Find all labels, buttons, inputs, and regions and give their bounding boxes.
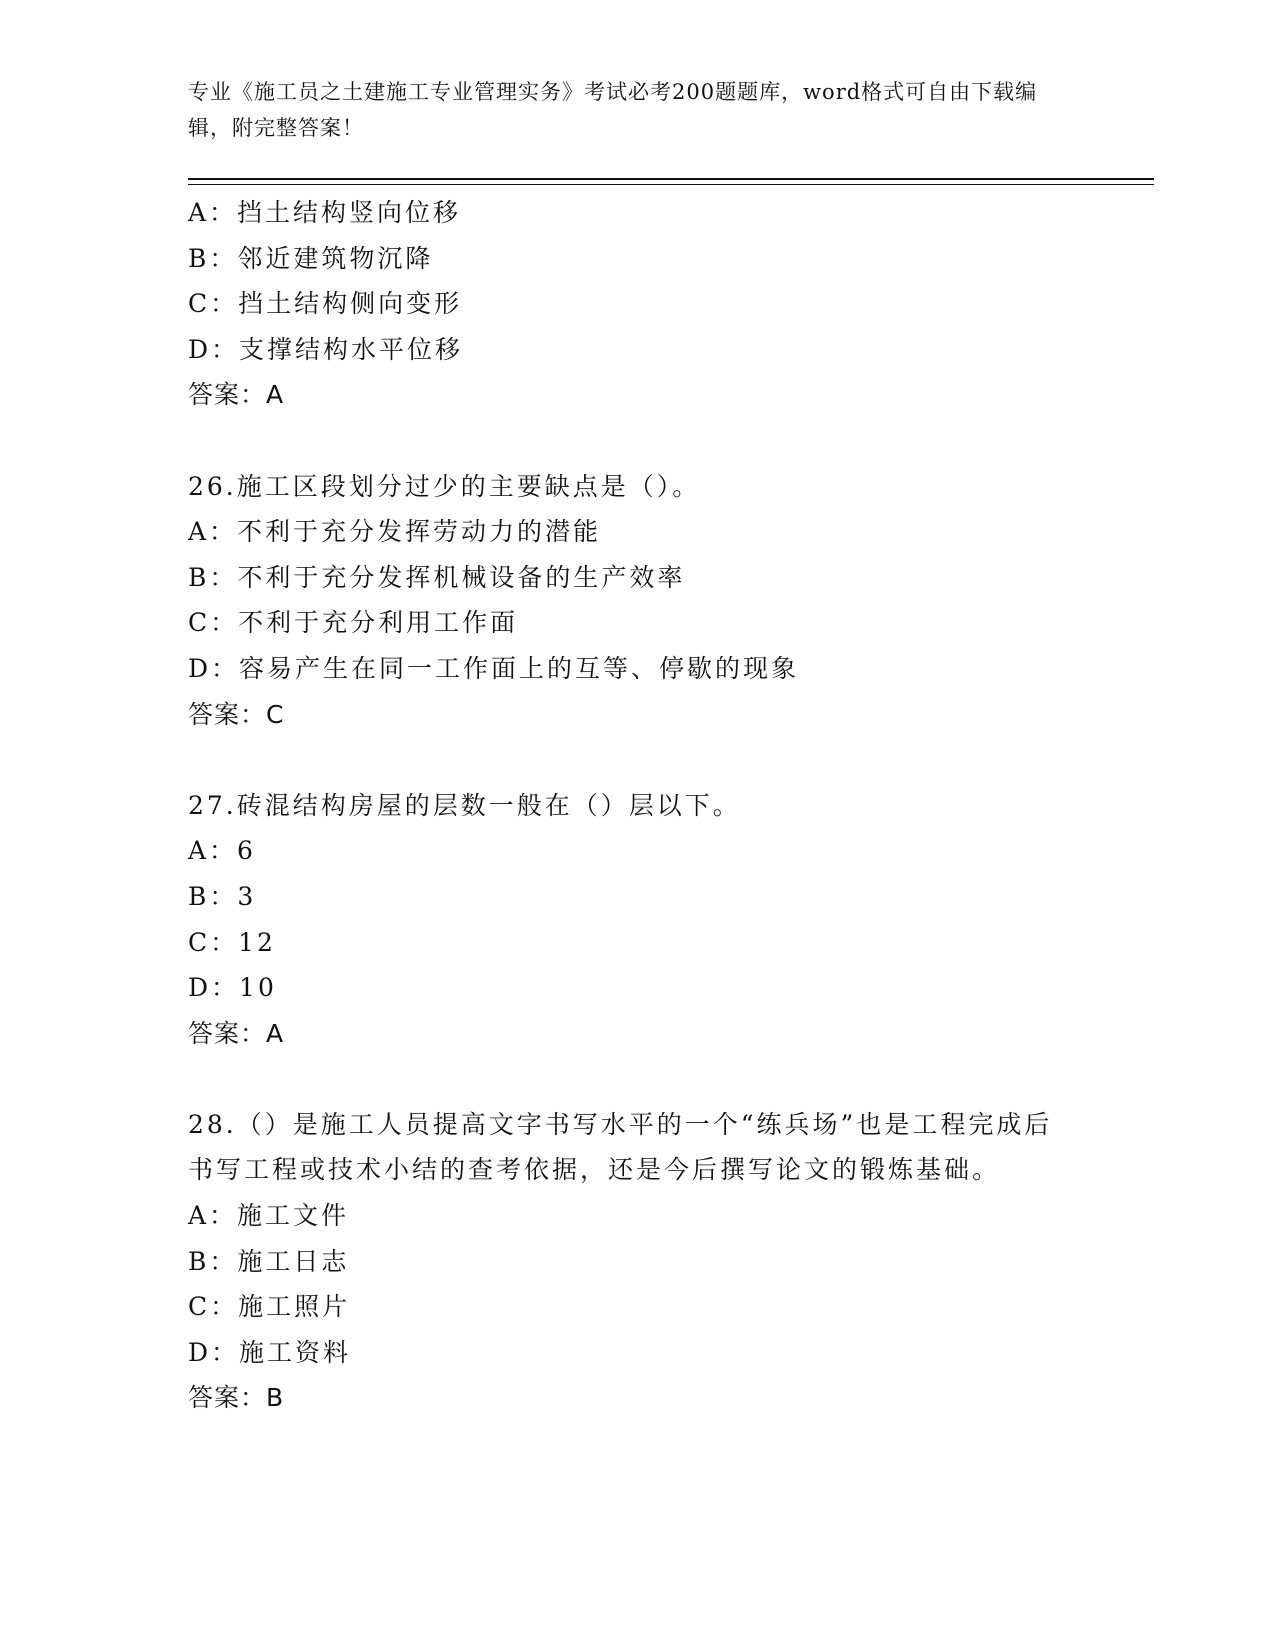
option-d: D：容易产生在同一工作面上的互等、停歇的现象 <box>188 653 800 683</box>
option-c: C：施工照片 <box>188 1292 351 1322</box>
answer-line: 答案：A <box>188 380 285 410</box>
option-a: A：施工文件 <box>188 1201 350 1231</box>
option-c: C：12 <box>188 927 276 957</box>
option-c: C：挡土结构侧向变形 <box>188 289 463 319</box>
option-b: B：邻近建筑物沉降 <box>188 243 434 273</box>
question-block-26 <box>188 464 1088 738</box>
option-b: B：3 <box>188 881 257 911</box>
option-d: D：10 <box>188 973 277 1003</box>
question-block-28 <box>188 1102 1088 1421</box>
header-rule-thin <box>188 184 1154 185</box>
answer-line: 答案：B <box>188 1383 285 1413</box>
question-block-27 <box>188 783 1088 1057</box>
block-spacer <box>188 1056 1088 1102</box>
option-a: A：6 <box>188 836 256 866</box>
answer-line: 答案：C <box>188 699 285 729</box>
document-header: 专业《施工员之土建施工专业管理实务》考试必考200题题库，word格式可自由下载编辑，附完整答案！ <box>188 80 1038 140</box>
option-d: D：支撑结构水平位移 <box>188 334 464 364</box>
option-d: D：施工资料 <box>188 1337 352 1367</box>
question-stem: 26.施工区段划分过少的主要缺点是（）。 <box>188 471 701 501</box>
option-a: A：挡土结构竖向位移 <box>188 198 462 227</box>
answer-line: 答案：A <box>188 1018 285 1048</box>
block-spacer <box>188 418 1088 464</box>
option-b: B：施工日志 <box>188 1246 350 1276</box>
question-list <box>188 190 1088 1421</box>
header-rule-thick <box>188 178 1154 180</box>
question-block-25 <box>188 190 1088 418</box>
block-spacer <box>188 737 1088 783</box>
option-b: B：不利于充分发挥机械设备的生产效率 <box>188 562 686 592</box>
option-c: C：不利于充分利用工作面 <box>188 608 519 638</box>
option-a: A：不利于充分发挥劳动力的潜能 <box>188 517 602 547</box>
question-stem: 28.（）是施工人员提高文字书写水平的一个“练兵场”也是工程完成后书写工程或技术小结的查考依据，还是今后撰写论文的锻炼基础。 <box>188 1109 1053 1185</box>
question-stem: 27.砖混结构房屋的层数一般在（）层以下。 <box>188 790 741 820</box>
